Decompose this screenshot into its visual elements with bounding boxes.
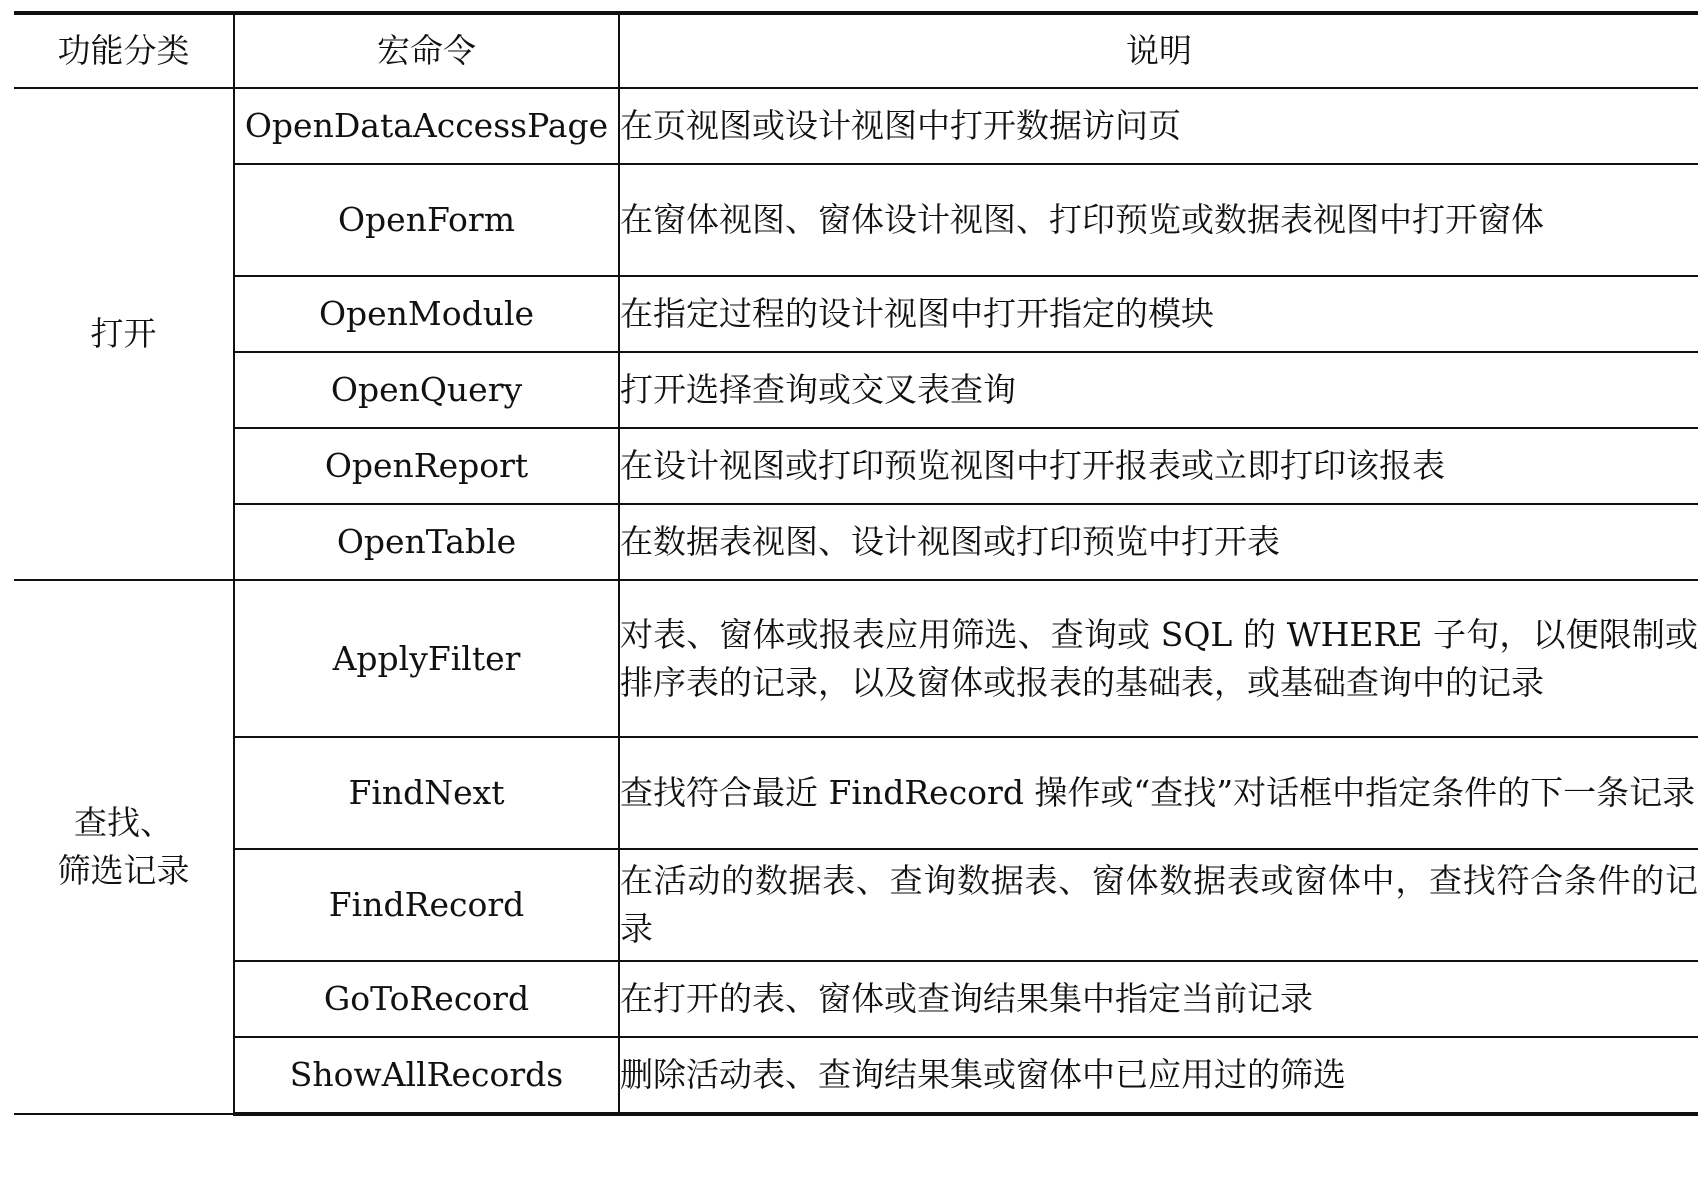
table-row: [14, 737, 1698, 849]
header-description: 说明: [619, 13, 1698, 88]
table-row: [14, 961, 1698, 1037]
macro-command-table: [14, 11, 1698, 1116]
table-row: [14, 580, 1698, 737]
description-cell: 在打开的表、窗体或查询结果集中指定当前记录: [619, 961, 1698, 1037]
table-row: [14, 1037, 1698, 1114]
macro-cell: OpenReport: [234, 428, 619, 504]
macro-cell: FindNext: [234, 737, 619, 849]
description-cell: 在设计视图或打印预览视图中打开报表或立即打印该报表: [619, 428, 1698, 504]
macro-cell: OpenForm: [234, 164, 619, 276]
description-cell: 在指定过程的设计视图中打开指定的模块: [619, 276, 1698, 352]
table-row: [14, 504, 1698, 580]
description-cell: 查找符合最近 FindRecord 操作或“查找”对话框中指定条件的下一条记录: [619, 737, 1698, 849]
table-row: [14, 352, 1698, 428]
description-cell: 在页视图或设计视图中打开数据访问页: [619, 88, 1698, 164]
macro-cell: OpenDataAccessPage: [234, 88, 619, 164]
macro-cell: OpenTable: [234, 504, 619, 580]
category-cell-find-filter: 查找、 筛选记录: [14, 580, 234, 1114]
macro-cell: GoToRecord: [234, 961, 619, 1037]
table-header-row: [14, 13, 1698, 88]
macro-cell: ShowAllRecords: [234, 1037, 619, 1114]
table-row: [14, 849, 1698, 961]
table-row: [14, 428, 1698, 504]
description-cell: 在活动的数据表、查询数据表、窗体数据表或窗体中，查找符合条件的记录: [619, 849, 1698, 961]
macro-cell: ApplyFilter: [234, 580, 619, 737]
header-macro: 宏命令: [234, 13, 619, 88]
description-cell: 在窗体视图、窗体设计视图、打印预览或数据表视图中打开窗体: [619, 164, 1698, 276]
macro-cell: OpenQuery: [234, 352, 619, 428]
table-row: [14, 88, 1698, 164]
category-cell-open: 打开: [14, 88, 234, 580]
description-cell: 打开选择查询或交叉表查询: [619, 352, 1698, 428]
description-cell: 在数据表视图、设计视图或打印预览中打开表: [619, 504, 1698, 580]
table-row: [14, 276, 1698, 352]
header-category: 功能分类: [14, 13, 234, 88]
description-cell: 对表、窗体或报表应用筛选、查询或 SQL 的 WHERE 子句，以便限制或排序表的记录，以及窗体或报表的基础表，或基础查询中的记录: [619, 580, 1698, 737]
table-row: [14, 164, 1698, 276]
macro-cell: FindRecord: [234, 849, 619, 961]
macro-cell: OpenModule: [234, 276, 619, 352]
description-cell: 删除活动表、查询结果集或窗体中已应用过的筛选: [619, 1037, 1698, 1114]
